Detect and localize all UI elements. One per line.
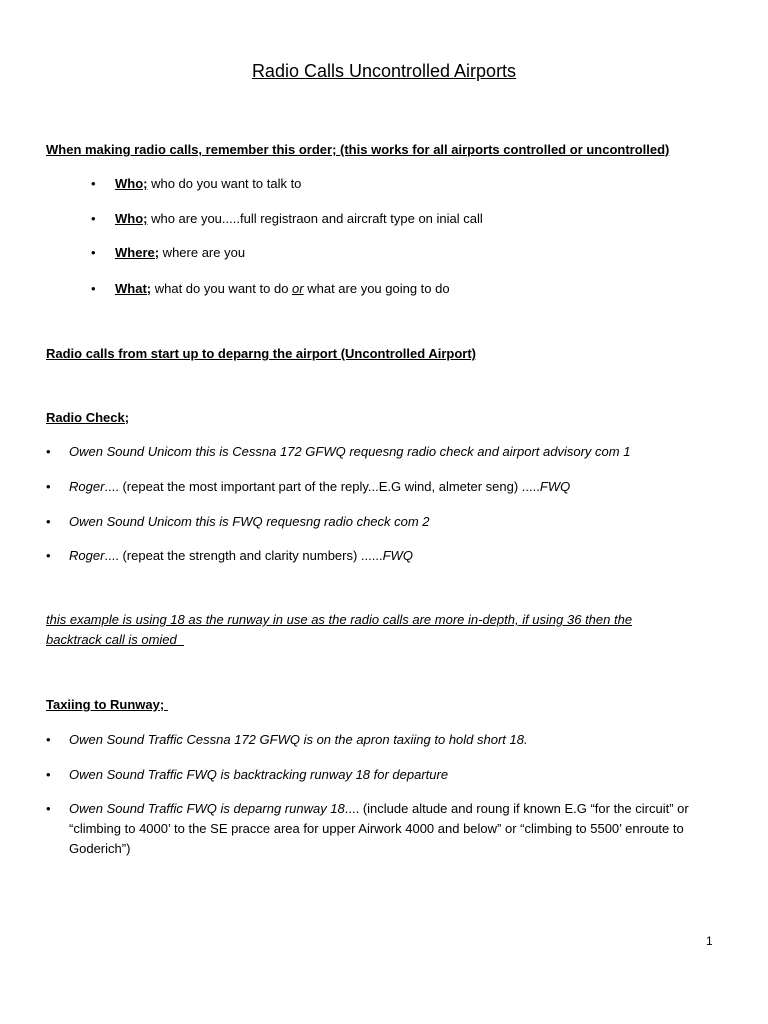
- list-item: [69, 444, 630, 459]
- call-text: Roger: [69, 479, 105, 494]
- call-text: Owen Sound Traffic Cessna 172 GFWQ is on the apron taxiing to hold short 18.: [69, 732, 528, 747]
- order-heading: When making radio calls, remember this order; (this works for all airports controlled or uncontrolled): [46, 142, 670, 157]
- list-item: [115, 281, 450, 296]
- item-key: Who;: [115, 176, 148, 191]
- radio-check-heading: Radio Check;: [46, 410, 130, 425]
- item-text: what are you going to do: [303, 281, 450, 296]
- list-item: [115, 176, 301, 191]
- list-item: [69, 799, 729, 859]
- list-item: [69, 548, 413, 563]
- bullet-glyph: •: [46, 801, 51, 816]
- taxi-heading: Taxiing to Runway;: [46, 697, 168, 712]
- call-sign: FWQ: [382, 548, 413, 563]
- call-text: Owen Sound Traffic FWQ is backtracking runway 18 for departure: [69, 767, 449, 782]
- list-item: [69, 732, 528, 747]
- item-text: who are you.....full registraon and aircraft type on inial call: [147, 211, 483, 226]
- call-note: .... (repeat the strength and clarity numbers) ......: [104, 548, 383, 563]
- item-key: What;: [115, 281, 152, 296]
- bullet-glyph: •: [91, 176, 96, 191]
- departure-heading: Radio calls from start up to deparng the airport (Uncontrolled Airport): [46, 346, 476, 361]
- bullet-glyph: •: [46, 479, 51, 494]
- item-text: what do you want to do: [151, 281, 293, 296]
- call-note: .... (include altude and roung if known E.G “for the circuit” or “climbing to 4000’ to the SE pracce area for upper Airwork 4000 and below” or “climbing to 5500’ enroute to Goderich”): [69, 801, 689, 856]
- bullet-glyph: •: [91, 211, 96, 226]
- bullet-glyph: •: [46, 548, 51, 563]
- bullet-glyph: •: [46, 514, 51, 529]
- page-title: Radio Calls Uncontrolled Airports: [251, 61, 517, 81]
- call-text: Owen Sound Unicom this is FWQ requesng radio check com 2: [69, 514, 430, 529]
- bullet-glyph: •: [91, 281, 96, 296]
- runway-note: [46, 610, 632, 650]
- note-line: backtrack call is omied: [46, 632, 184, 647]
- bullet-glyph: •: [46, 732, 51, 747]
- list-item: [115, 245, 245, 260]
- bullet-glyph: •: [46, 444, 51, 459]
- list-item: [69, 479, 570, 494]
- list-item: [69, 514, 430, 529]
- list-item: [115, 211, 483, 226]
- note-line: this example is using 18 as the runway in use as the radio calls are more in-depth, if using 36 then the: [46, 612, 633, 627]
- call-note: .... (repeat the most important part of the reply...E.G wind, almeter seng) .....: [104, 479, 540, 494]
- item-key: Where;: [115, 245, 160, 260]
- item-key: Who;: [115, 211, 148, 226]
- item-emphasis: or: [292, 281, 304, 296]
- call-text: Roger: [69, 548, 105, 563]
- item-text: who do you want to talk to: [147, 176, 302, 191]
- page-number: 1: [706, 934, 713, 948]
- item-text: where are you: [159, 245, 246, 260]
- list-item: [69, 767, 448, 782]
- call-text: Owen Sound Unicom this is Cessna 172 GFWQ requesng radio check and airport advisory com 1: [69, 444, 631, 459]
- bullet-glyph: •: [91, 245, 96, 260]
- bullet-glyph: •: [46, 767, 51, 782]
- call-text: Owen Sound Traffic FWQ is deparng runway 18: [69, 801, 345, 816]
- call-sign: FWQ: [539, 479, 571, 494]
